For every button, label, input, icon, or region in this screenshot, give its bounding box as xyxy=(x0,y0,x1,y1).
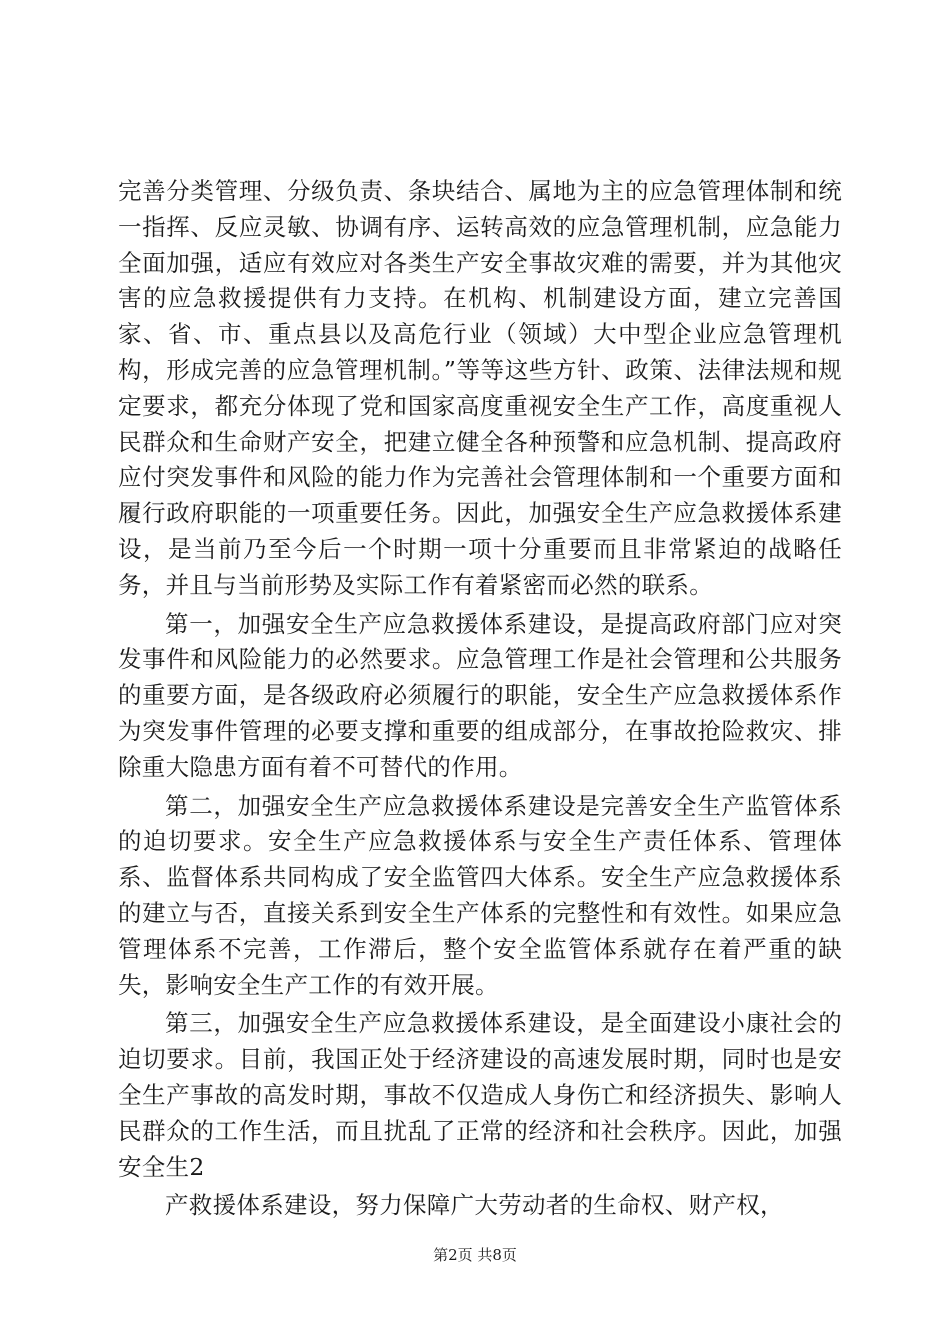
paragraph-3: 第二，加强安全生产应急救援体系建设是完善安全生产监管体系的迫切要求。安全生产应急救援体系与安全生产责任体系、管理体系、监督体系共同构成了安全监管四大体系。安全生产应急救援体系的建立与否，直接关系到安全生产体系的完整性和有效性。如果应急管理体系不完善，工作滞后，整个安全监管体系就存在着严重的缺失，影响安全生产工作的有效开展。 xyxy=(118,791,842,999)
page-footer xyxy=(0,1244,950,1265)
paragraph-1: 完善分类管理、分级负责、条块结合、属地为主的应急管理体制和统一指挥、反应灵敏、协调有序、运转高效的应急管理机制，应急能力全面加强，适应有效应对各类生产安全事故灾难的需要，并为其他灾害的应急救援提供有力支持。在机构、机制建设方面，建立完善国家、省、市、重点县以及高危行业（领域）大中型企业应急管理机构，形成完善的应急管理机制。”等等这些方针、政策、法律法规和规定要求，都充分体现了党和国家高度重视安全生产工作，高度重视人民群众和生命财产安全，把建立健全各种预警和应急机制、提高政府应付突发事件和风险的能力作为完善社会管理体制和一个重要方面和履行政府职能的一项重要任务。因此，加强安全生产应急救援体系建设，是当前乃至今后一个时期一项十分重要而且非常紧迫的战略任务，并且与当前形势及实际工作有着紧密而必然的联系。 xyxy=(118,177,842,599)
page-number-label: 第2页 共8页 xyxy=(433,1246,517,1264)
paragraph-4: 第三，加强安全生产应急救援体系建设，是全面建设小康社会的迫切要求。目前，我国正处于经济建设的高速发展时期，同时也是安全生产事故的高发时期，事故不仅造成人身伤亡和经济损失、影响人民群众的工作生活，而且扰乱了正常的经济和社会秩序。因此，加强安全生2 xyxy=(118,1009,842,1181)
paragraph-2: 第一，加强安全生产应急救援体系建设，是提高政府部门应对突发事件和风险能力的必然要求。应急管理工作是社会管理和公共服务的重要方面，是各级政府必须履行的职能，安全生产应急救援体系作为突发事件管理的必要支撑和重要的组成部分，在事故抢险救灾、排除重大隐患方面有着不可替代的作用。 xyxy=(118,609,842,781)
paragraph-5: 产救援体系建设，努力保障广大劳动者的生命权、财产权， xyxy=(165,1191,784,1220)
document-body xyxy=(118,174,842,1224)
